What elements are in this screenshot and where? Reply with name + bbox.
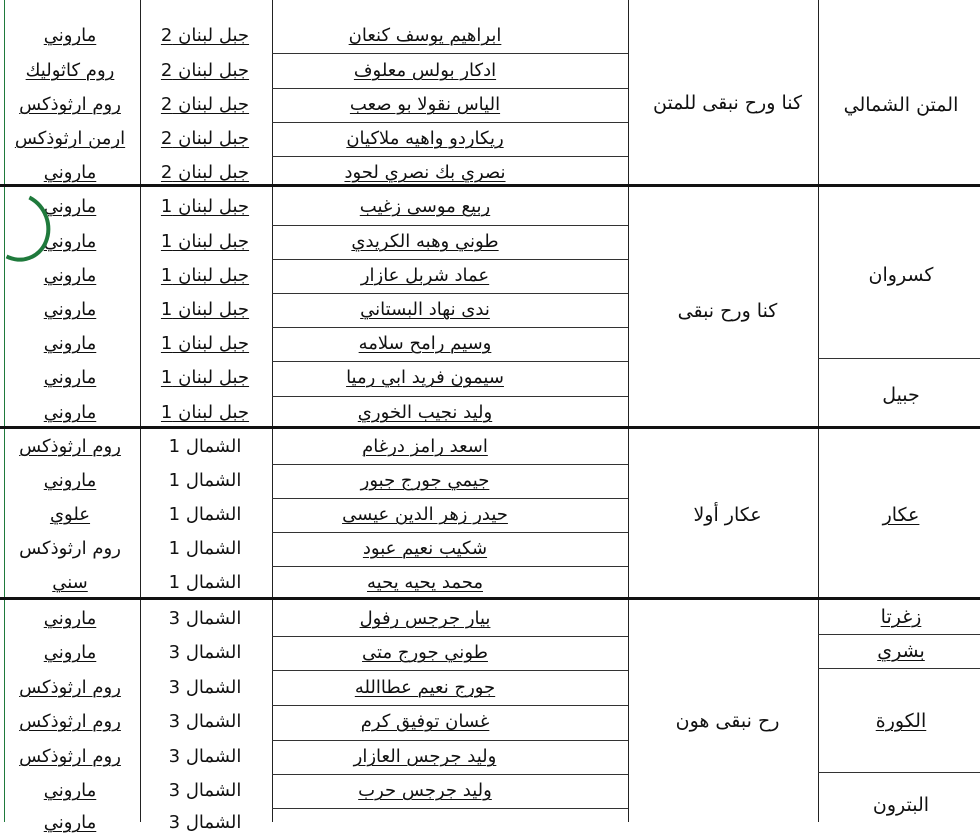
candidate-name: جورج نعيم عطاالله: [354, 677, 496, 698]
region-name: بشري: [877, 640, 925, 662]
district-cell: جبل لبنان 2: [160, 162, 250, 183]
region-line: [818, 358, 980, 359]
sect-cell: ماروني: [43, 470, 97, 491]
row-line: [272, 361, 628, 362]
region-name: عكار: [882, 504, 920, 526]
district-cell: الشمال 1: [168, 572, 242, 593]
sect-cell: ماروني: [43, 642, 97, 663]
district-cell: جبل لبنان 1: [160, 231, 250, 252]
candidate-name: اسعد رامز درغام: [362, 436, 488, 457]
region-name: كسروان: [868, 264, 934, 286]
district-cell: جبل لبنان 1: [160, 367, 250, 388]
row-line: [272, 774, 628, 775]
candidate-name: جيمي جورج جبور: [360, 470, 490, 491]
row-line: [272, 53, 628, 54]
sect-cell: ماروني: [43, 780, 97, 801]
candidate-name: طوني جورج متى: [362, 642, 488, 663]
row-line: [272, 808, 628, 809]
sect-cell: روم كاثوليك: [25, 60, 115, 81]
region-name: المتن الشمالي: [843, 94, 959, 116]
candidate-name: نصري بك نصري لحود: [344, 162, 506, 183]
district-cell: الشمال 1: [168, 538, 242, 559]
grid-line: [628, 0, 629, 822]
candidate-name: ربيع موسى زغيب: [359, 196, 491, 217]
district-cell: الشمال 3: [168, 642, 242, 663]
row-line: [272, 225, 628, 226]
district-cell: جبل لبنان 1: [160, 265, 250, 286]
sect-cell: ماروني: [43, 299, 97, 320]
row-line: [272, 259, 628, 260]
sect-cell: ماروني: [43, 402, 97, 423]
candidate-name: وسيم رامح سلامه: [358, 333, 492, 354]
region-line: [818, 634, 980, 635]
district-cell: جبل لبنان 1: [160, 299, 250, 320]
row-line: [272, 740, 628, 741]
group-separator: [0, 184, 980, 187]
district-cell: الشمال 3: [168, 780, 242, 801]
grid-line: [272, 0, 273, 822]
candidate-name: وليد جرجس حرب: [358, 780, 492, 801]
sect-cell: روم ارثوذكس: [19, 94, 121, 115]
district-cell: الشمال 1: [168, 470, 242, 491]
list-name: كنا ورح نبقى: [677, 300, 778, 322]
row-line: [272, 705, 628, 706]
sect-cell: ماروني: [43, 367, 97, 388]
region-name: جبيل: [882, 384, 920, 406]
row-line: [272, 498, 628, 499]
row-line: [272, 88, 628, 89]
candidate-name: الياس نقولا بو صعب: [349, 94, 501, 115]
sect-cell: روم ارثوذكس: [19, 746, 121, 767]
row-line: [272, 156, 628, 157]
region-line: [818, 772, 980, 773]
list-name: كنا ورح نبقى للمتن: [652, 92, 803, 114]
region-name: الكورة: [875, 710, 927, 732]
candidate-name: وليد نجيب الخوري: [357, 402, 493, 423]
sect-cell: ماروني: [43, 265, 97, 286]
sect-cell: روم ارثوذكس: [19, 711, 121, 732]
candidate-name: سيمون فريد ابي رميا: [346, 367, 504, 388]
sect-cell: ارمن ارثوذكس: [14, 128, 126, 149]
candidate-name: شكيب نعيم عبود: [362, 538, 488, 559]
row-line: [272, 464, 628, 465]
region-name: زغرتا: [880, 606, 922, 628]
sect-cell: ماروني: [43, 231, 97, 252]
sect-cell: روم ارثوذكس: [19, 677, 121, 698]
district-cell: جبل لبنان 1: [160, 402, 250, 423]
grid-line: [818, 0, 819, 822]
district-cell: جبل لبنان 2: [160, 60, 250, 81]
candidate-name: وليد جرجس العازار: [353, 746, 497, 767]
sect-cell: ماروني: [43, 608, 97, 629]
district-cell: الشمال 3: [168, 608, 242, 629]
district-cell: الشمال 3: [168, 677, 242, 698]
sect-cell: روم ارثوذكس: [19, 436, 121, 457]
district-cell: الشمال 3: [168, 746, 242, 767]
district-cell: الشمال 1: [168, 504, 242, 525]
sect-cell: ماروني: [43, 812, 97, 833]
row-line: [272, 396, 628, 397]
candidate-name: طوني وهبه الكريدي: [351, 231, 499, 252]
row-line: [272, 532, 628, 533]
group-separator: [0, 597, 980, 600]
candidate-name: ادكار بولس معلوف: [353, 60, 497, 81]
sect-cell: روم ارثوذكس: [19, 538, 121, 559]
candidate-name: ريكاردو واهيه ملاكيان: [346, 128, 504, 149]
sect-cell: سني: [52, 572, 88, 593]
sect-cell: ماروني: [43, 333, 97, 354]
district-cell: جبل لبنان 2: [160, 94, 250, 115]
district-cell: الشمال 1: [168, 436, 242, 457]
region-name: البترون: [872, 794, 930, 816]
region-line: [818, 668, 980, 669]
district-cell: جبل لبنان 2: [160, 128, 250, 149]
district-cell: جبل لبنان 2: [160, 25, 250, 46]
district-cell: الشمال 3: [168, 711, 242, 732]
row-line: [272, 327, 628, 328]
row-line: [272, 670, 628, 671]
group-separator: [0, 426, 980, 429]
sect-cell: ماروني: [43, 196, 97, 217]
list-name: رح نبقى هون: [675, 710, 780, 732]
candidate-name: محمد يحيه يحيه: [367, 572, 483, 593]
row-line: [272, 122, 628, 123]
candidate-name: عماد شربل عازار: [360, 265, 490, 286]
row-line: [272, 636, 628, 637]
sect-cell: ماروني: [43, 25, 97, 46]
candidate-name: بيار جرجس رفول: [359, 608, 491, 629]
candidate-name: حيدر زهر الدين عيسى: [342, 504, 508, 525]
district-cell: جبل لبنان 1: [160, 196, 250, 217]
candidate-name: ندى نهاد البستاني: [360, 299, 490, 320]
list-name: عكار أولا: [693, 504, 762, 526]
sect-cell: علوي: [49, 504, 91, 525]
sect-cell: ماروني: [43, 162, 97, 183]
row-line: [272, 566, 628, 567]
district-cell: الشمال 3: [168, 812, 242, 833]
candidate-name: ابراهيم يوسف كنعان: [348, 25, 502, 46]
row-line: [272, 293, 628, 294]
district-cell: جبل لبنان 1: [160, 333, 250, 354]
candidate-name: غسان توفيق كرم: [360, 711, 490, 732]
